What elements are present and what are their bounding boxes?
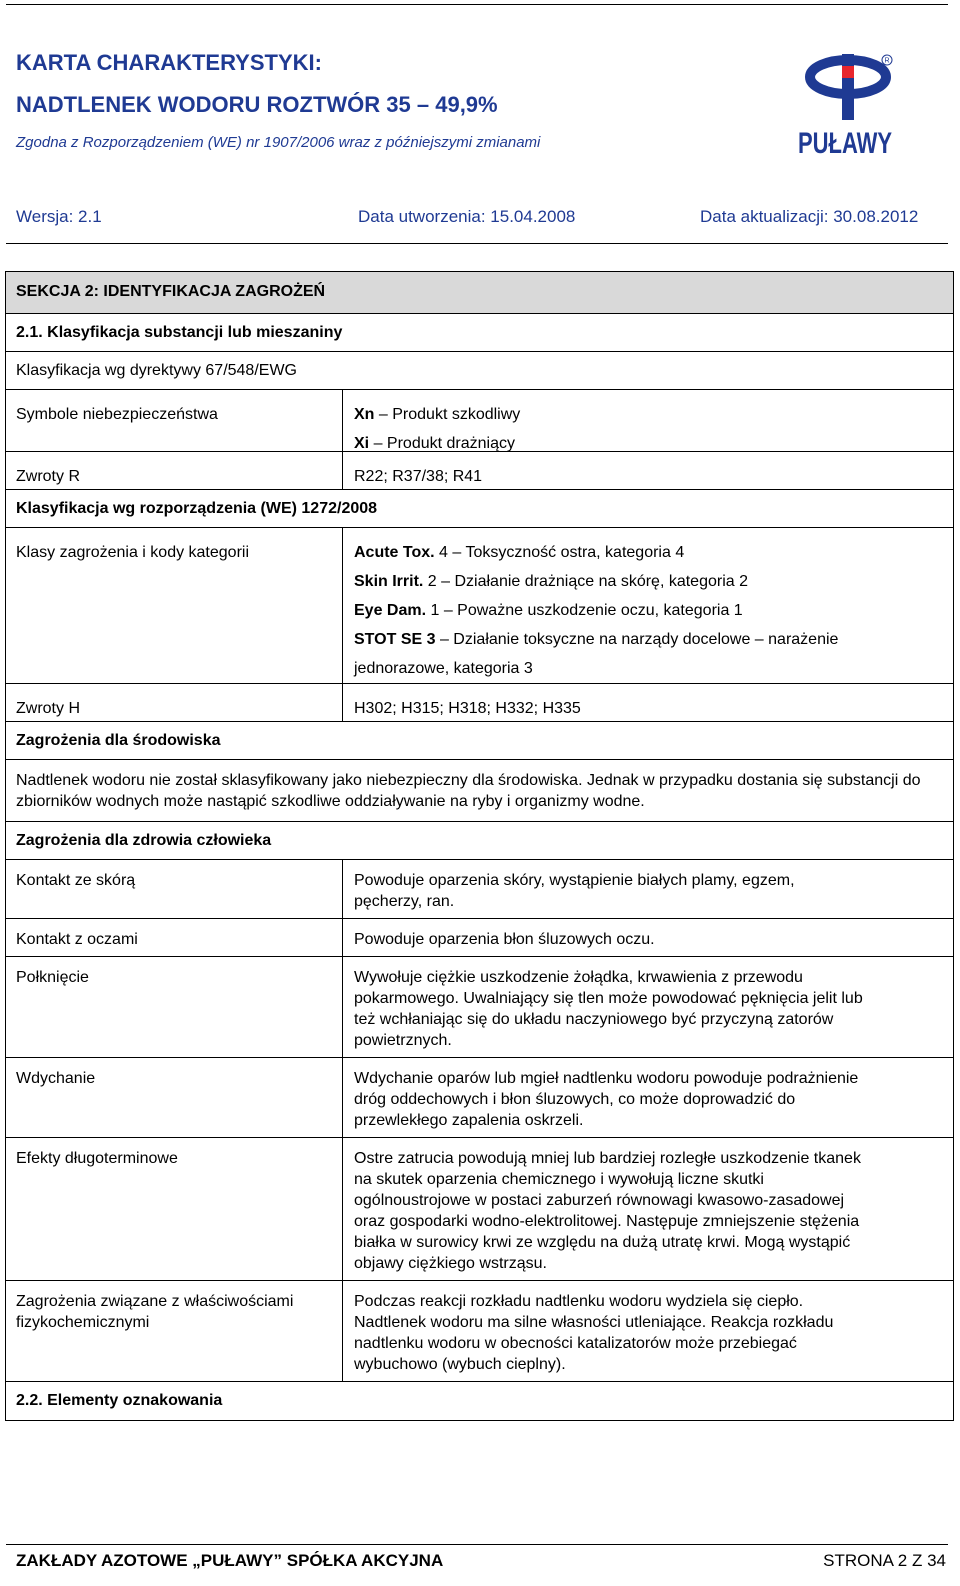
subsection-2-2-title: 2.2. Elementy oznakowania	[16, 1392, 223, 1409]
health-text-line: Wywołuje ciężkie uszkodzenie żołądka, krwawienia z przewodu	[354, 969, 803, 986]
health-text-line: wybuchowo (wybuch cieplny).	[354, 1356, 566, 1373]
health-row	[6, 919, 953, 957]
health-text-line: dróg oddechowych i błon śluzowych, co może doprowadzić do	[354, 1091, 796, 1108]
health-label: Wdychanie	[16, 1070, 96, 1087]
health-row	[6, 1138, 953, 1281]
product-name: NADTLENEK WODORU ROZTWÓR 35 – 49,9%	[16, 92, 498, 117]
symbol-xn: Xn – Produkt szkodliwy	[354, 406, 521, 423]
environment-title: Zagrożenia dla środowiska	[6, 722, 953, 760]
health-text-line: pokarmowego. Uwalniający się tlen może powodować pęknięcia jelit lub	[354, 990, 863, 1007]
health-text-line: przewlekłego zapalenia oskrzeli.	[354, 1112, 584, 1129]
header-rule	[6, 243, 948, 244]
top-rule	[6, 4, 948, 5]
symbols-label: Symbole niebezpieczeństwa	[16, 406, 218, 423]
document-title: KARTA CHARAKTERYSTYKI:	[16, 50, 322, 75]
subsection-2-1-title: 2.1. Klasyfikacja substancji lub mieszaniny	[6, 314, 953, 352]
hazard-classes-row	[6, 528, 953, 684]
health-text-line: ogólnoustrojowe w postaci zaburzeń równowagi kwasowo-zasadowej	[354, 1192, 845, 1209]
h-phrases-row	[6, 684, 953, 722]
health-label: Połknięcie	[16, 969, 89, 986]
hazard-section	[5, 271, 954, 1421]
health-text-line: nadtlenku wodoru w obecności katalizatorów może przebiegać	[354, 1335, 797, 1352]
hazard-classes-label: Klasy zagrożenia i kody kategorii	[16, 544, 250, 561]
health-text-line: Powoduje oparzenia błon śluzowych oczu.	[354, 931, 655, 948]
regulation-note: Zgodna z Rozporządzeniem (WE) nr 1907/2006 wraz z późniejszymi zmianami	[16, 134, 541, 151]
r-phrases-row	[6, 452, 953, 490]
class-stot-se: STOT SE 3 – Działanie toksyczne na narządy docelowe – narażenie	[354, 631, 839, 648]
pulawy-logo	[800, 50, 910, 165]
health-row	[6, 1281, 953, 1382]
health-text-line: też wchłaniając się do układu naczyniowego być przyczyną zatorów	[354, 1011, 834, 1028]
health-label: Kontakt z oczami	[16, 931, 138, 948]
health-text-line: Powoduje oparzenia skóry, wystąpienie białych plamy, egzem,	[354, 872, 795, 889]
health-text-line: Podczas reakcji rozkładu nadtlenku wodoru wydziela się ciepło.	[354, 1293, 804, 1310]
svg-text:R: R	[884, 57, 890, 65]
class-skin-irrit: Skin Irrit. 2 – Działanie drażniące na skórę, kategoria 2	[354, 573, 748, 590]
health-text-line: pęcherzy, ran.	[354, 893, 455, 910]
r-phrases-value: R22; R37/38; R41	[354, 468, 483, 485]
footer-company: ZAKŁADY AZOTOWE „PUŁAWY” SPÓŁKA AKCYJNA	[16, 1551, 444, 1570]
pulawy-logo-mark	[800, 50, 910, 165]
updated-date: Data aktualizacji: 30.08.2012	[700, 207, 919, 226]
symbols-row	[6, 390, 953, 452]
r-phrases-label: Zwroty R	[16, 468, 80, 485]
health-text-line: objawy ciężkiego wstrząsu.	[354, 1255, 547, 1272]
health-label: Kontakt ze skórą	[16, 872, 136, 889]
regulation-classification-title: Klasyfikacja wg rozporządzenia (WE) 1272/2008	[6, 490, 953, 528]
h-phrases-label: Zwroty H	[16, 700, 80, 717]
class-acute-tox: Acute Tox. 4 – Toksyczność ostra, kategoria 4	[354, 544, 685, 561]
created-date: Data utworzenia: 15.04.2008	[358, 207, 576, 226]
health-text-line: powietrznych.	[354, 1032, 452, 1049]
health-label: Zagrożenia związane z właściwościami fizykochemicznymi	[16, 1293, 294, 1331]
directive-classification-title: Klasyfikacja wg dyrektywy 67/548/EWG	[6, 352, 953, 390]
version: Wersja: 2.1	[16, 207, 102, 226]
class-stot-se-cont: jednorazowe, kategoria 3	[354, 660, 533, 677]
health-text-line: Wdychanie oparów lub mgieł nadtlenku wodoru powoduje podrażnienie	[354, 1070, 859, 1087]
health-text-line: białka w surowicy krwi ze względu na dużą utratę krwi. Mogą wystąpić	[354, 1234, 851, 1251]
h-phrases-value: H302; H315; H318; H332; H335	[354, 700, 581, 717]
health-text-line: Nadtlenek wodoru ma silne własności utleniające. Reakcja rozkładu	[354, 1314, 834, 1331]
class-eye-dam: Eye Dam. 1 – Poważne uszkodzenie oczu, kategoria 1	[354, 602, 743, 619]
health-row	[6, 957, 953, 1058]
health-text-line: oraz gospodarki wodno-elektrolitowej. Następuje zmniejszenie stężenia	[354, 1213, 860, 1230]
health-text-line: Ostre zatrucia powodują mniej lub bardziej rozległe uszkodzenie tkanek	[354, 1150, 861, 1167]
health-title: Zagrożenia dla zdrowia człowieka	[6, 822, 953, 860]
environment-text: Nadtlenek wodoru nie został sklasyfikowany jako niebezpieczny dla środowiska. Jednak w przypadku dostania się substancji do zbiorników wodnych może nastąpić szkodliwe oddziaływanie na ryby i organizmy wodne.	[6, 760, 953, 822]
section-title: SEKCJA 2: IDENTYFIKACJA ZAGROŻEŃ	[6, 272, 953, 314]
logo-text: PUŁAWY	[798, 127, 892, 160]
footer-rule	[6, 1544, 948, 1545]
page-number: STRONA 2 Z 34	[823, 1551, 946, 1570]
health-row	[6, 860, 953, 919]
health-label: Efekty długoterminowe	[16, 1150, 178, 1167]
symbol-xi: Xi – Produkt drażniący	[354, 435, 515, 452]
health-text-line: na skutek oparzenia chemicznego i wywołują liczne skutki	[354, 1171, 764, 1188]
health-row	[6, 1058, 953, 1138]
